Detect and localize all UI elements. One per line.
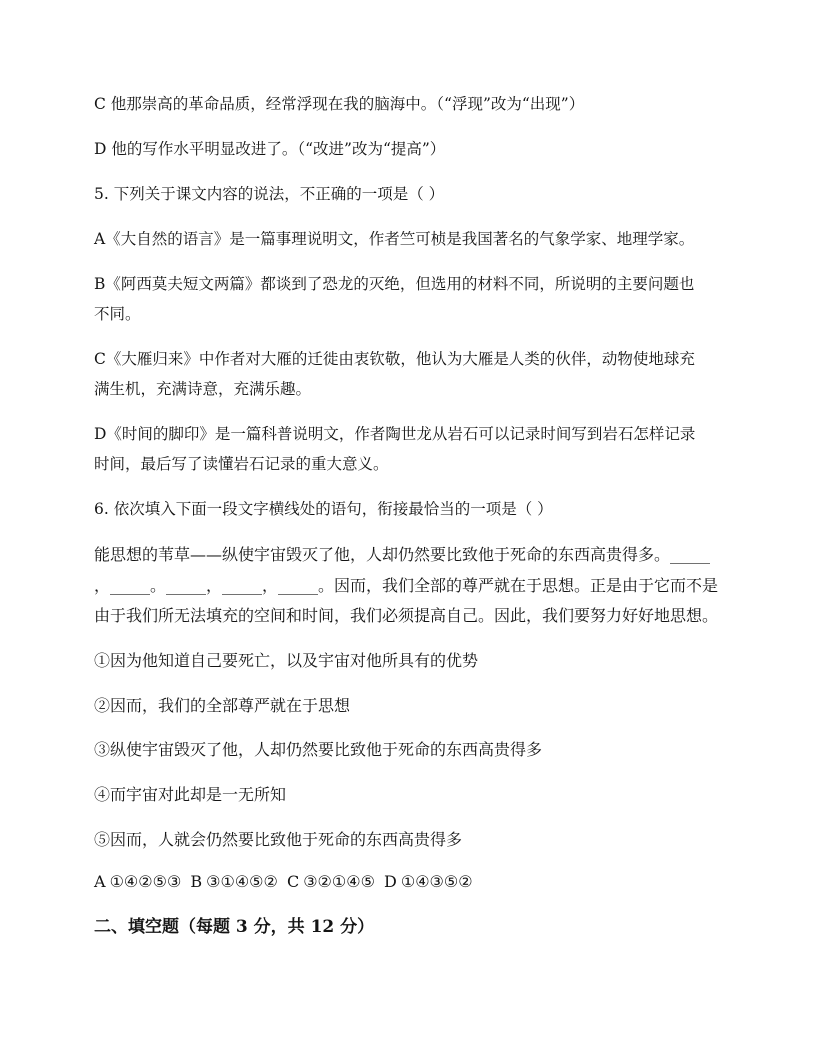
choice-c-label: C bbox=[286, 872, 300, 891]
choice-b-value: ③①④⑤② bbox=[206, 872, 278, 891]
choice-d-value: ①④③⑤② bbox=[400, 872, 473, 891]
q6-sentence-2: ②因而，我们的全部尊严就在于思想 bbox=[94, 696, 351, 715]
q4-option-c: C 他那崇高的革命品质，经常浮现在我的脑海中。（“浮现”改为“出现”） bbox=[94, 95, 585, 113]
section-2-heading: 二、填空题（每题 3 分，共 12 分） bbox=[94, 917, 375, 937]
q5-option-c-line1: C《大雁归来》中作者对大雁的迁徙由衷钦敬，他认为大雁是人类的伙伴，动物使地球充 bbox=[94, 350, 695, 368]
choice-c-value: ③②①④⑤ bbox=[303, 872, 375, 891]
choice-a-value: ①④②⑤③ bbox=[109, 872, 182, 891]
q6-sentence-4: ④而宇宙对此却是一无所知 bbox=[94, 785, 287, 804]
q5-option-c-line2: 满生机，充满诗意，充满乐趣。 bbox=[94, 380, 312, 398]
q6-stem: 6. 依次填入下面一段文字横线处的语句，衔接最恰当的一项是（ ） bbox=[94, 500, 553, 518]
q6-sentence-5: ⑤因而，人就会仍然要比致他于死命的东西高贵得多 bbox=[94, 830, 463, 849]
q6-passage-line3: 由于我们所无法填充的空间和时间，我们必须提高自己。因此，我们要努力好好地思想。 bbox=[94, 606, 719, 625]
q5-option-b-line2: 不同。 bbox=[94, 305, 141, 323]
q5-option-d-line1: D《时间的脚印》是一篇科普说明文，作者陶世龙从岩石可以记录时间写到岩石怎样记录 bbox=[94, 425, 696, 443]
q6-passage-line1: 能思想的苇草——纵使宇宙毁灭了他，人却仍然要比致他于死命的东西高贵得多。_____ bbox=[94, 545, 711, 564]
choice-b-label: B bbox=[190, 872, 203, 891]
q6-answer-choices bbox=[94, 871, 477, 893]
q6-passage-line2: ，_____。_____，_____，_____。因而，我们全部的尊严就在于思想。正是由于它而不是 bbox=[94, 576, 719, 595]
q6-sentence-1: ①因为他知道自己要死亡，以及宇宙对他所具有的优势 bbox=[94, 651, 479, 670]
q4-option-d: D 他的写作水平明显改进了。（“改进”改为“提高”） bbox=[94, 140, 446, 158]
q5-option-a: A《大自然的语言》是一篇事理说明文，作者竺可桢是我国著名的气象学家、地理学家。 bbox=[94, 230, 695, 248]
q5-option-b-line1: B《阿西莫夫短文两篇》都谈到了恐龙的灭绝，但选用的材料不同，所说明的主要问题也 bbox=[94, 275, 695, 293]
q5-option-d-line2: 时间，最后写了读懂岩石记录的重大意义。 bbox=[94, 455, 389, 473]
choice-d-label: D bbox=[384, 872, 397, 891]
q6-sentence-3: ③纵使宇宙毁灭了他，人却仍然要比致他于死命的东西高贵得多 bbox=[94, 740, 543, 759]
choice-a-label: A bbox=[94, 872, 106, 891]
q5-stem: 5. 下列关于课文内容的说法，不正确的一项是（ ） bbox=[94, 185, 445, 203]
